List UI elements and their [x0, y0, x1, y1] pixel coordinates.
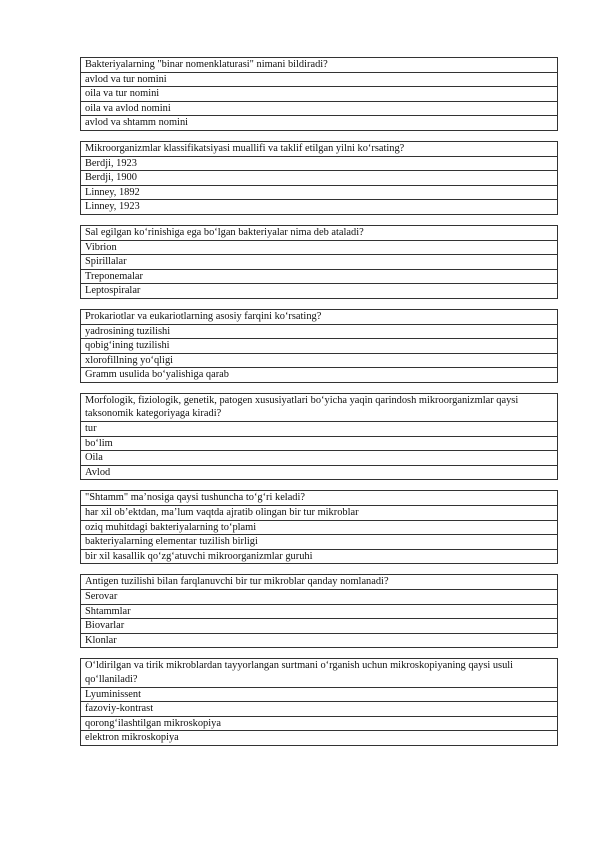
question-block: [80, 309, 558, 383]
question-block: [80, 225, 558, 299]
answer-row: [81, 436, 558, 451]
question-text: Morfologik, fiziologik, genetik, patogen xususiyatlari bo‘yicha yaqin qarindosh mikroorganizmlar qaysi taksonomik kategoriyaga kiradi?: [81, 393, 558, 421]
answer-option: Linney, 1923: [81, 200, 558, 215]
answer-option: bakteriyalarning elementar tuzilish birligi: [81, 535, 558, 550]
question-table: [80, 574, 558, 648]
answer-option: Serovar: [81, 590, 558, 605]
answer-row: [81, 255, 558, 270]
answer-option: Berdji, 1923: [81, 156, 558, 171]
answer-row: [81, 185, 558, 200]
question-table: [80, 490, 558, 564]
question-block: [80, 658, 558, 746]
question-table: [80, 393, 558, 481]
answer-option: Vibrion: [81, 240, 558, 255]
answer-row: [81, 87, 558, 102]
answer-row: [81, 422, 558, 437]
question-block: [80, 393, 558, 481]
question-text: Mikroorganizmlar klassifikatsiyasi muallifi va taklif etilgan yilni ko‘rsating?: [81, 141, 558, 156]
answer-row: [81, 101, 558, 116]
answer-option: Spirillalar: [81, 255, 558, 270]
answer-row: [81, 116, 558, 131]
question-table: [80, 141, 558, 215]
answer-row: [81, 520, 558, 535]
question-block: [80, 141, 558, 215]
question-block: [80, 57, 558, 131]
answer-row: [81, 339, 558, 354]
answer-option: avlod va tur nomini: [81, 72, 558, 87]
answer-row: [81, 590, 558, 605]
question-row: [81, 491, 558, 506]
question-text: Bakteriyalarning "binar nomenklaturasi" nimani bildiradi?: [81, 58, 558, 73]
question-row: [81, 575, 558, 590]
question-row: [81, 393, 558, 421]
answer-row: [81, 353, 558, 368]
answer-row: [81, 72, 558, 87]
answer-option: Gramm usulida bo‘yalishiga qarab: [81, 368, 558, 383]
question-text: Sal egilgan ko‘rinishiga ega bo‘lgan bakteriyalar nima deb ataladi?: [81, 225, 558, 240]
question-row: [81, 309, 558, 324]
answer-option: oila va avlod nomini: [81, 101, 558, 116]
answer-option: oila va tur nomini: [81, 87, 558, 102]
answer-row: [81, 633, 558, 648]
answer-row: [81, 156, 558, 171]
question-row: [81, 58, 558, 73]
answer-option: tur: [81, 422, 558, 437]
answer-row: [81, 535, 558, 550]
answer-row: [81, 702, 558, 717]
answer-row: [81, 506, 558, 521]
answer-option: Linney, 1892: [81, 185, 558, 200]
answer-option: yadrosining tuzilishi: [81, 324, 558, 339]
question-text: Prokariotlar va eukariotlarning asosiy farqini ko‘rsating?: [81, 309, 558, 324]
answer-option: fazoviy-kontrast: [81, 702, 558, 717]
answer-row: [81, 324, 558, 339]
answer-option: Leptospiralar: [81, 284, 558, 299]
answer-option: bir xil kasallik qo‘zg‘atuvchi mikroorganizmlar guruhi: [81, 549, 558, 564]
answer-option: har xil ob’ektdan, ma’lum vaqtda ajratib olingan bir tur mikroblar: [81, 506, 558, 521]
answer-row: [81, 269, 558, 284]
answer-option: bo‘lim: [81, 436, 558, 451]
answer-row: [81, 284, 558, 299]
answer-option: Treponemalar: [81, 269, 558, 284]
answer-row: [81, 465, 558, 480]
question-table: [80, 309, 558, 383]
answer-option: Shtammlar: [81, 604, 558, 619]
question-table: [80, 225, 558, 299]
answer-option: qorong‘ilashtilgan mikroskopiya: [81, 716, 558, 731]
question-row: [81, 225, 558, 240]
question-table: [80, 658, 558, 746]
answer-option: Biovarlar: [81, 619, 558, 634]
answer-row: [81, 171, 558, 186]
answer-row: [81, 368, 558, 383]
question-text: Antigen tuzilishi bilan farqlanuvchi bir tur mikroblar qanday nomlanadi?: [81, 575, 558, 590]
answer-option: xlorofillning yo‘qligi: [81, 353, 558, 368]
answer-row: [81, 619, 558, 634]
question-text: "Shtamm" ma’nosiga qaysi tushuncha to‘g‘ri keladi?: [81, 491, 558, 506]
answer-row: [81, 716, 558, 731]
question-table: [80, 57, 558, 131]
answer-row: [81, 200, 558, 215]
answer-option: Berdji, 1900: [81, 171, 558, 186]
quiz-container: [80, 57, 558, 756]
answer-option: Oila: [81, 451, 558, 466]
answer-option: qobig‘ining tuzilishi: [81, 339, 558, 354]
answer-option: Lyuminissent: [81, 687, 558, 702]
answer-option: elektron mikroskopiya: [81, 731, 558, 746]
answer-row: [81, 549, 558, 564]
question-row: [81, 141, 558, 156]
answer-option: Avlod: [81, 465, 558, 480]
answer-option: Klonlar: [81, 633, 558, 648]
answer-option: avlod va shtamm nomini: [81, 116, 558, 131]
answer-option: oziq muhitdagi bakteriyalarning to‘plami: [81, 520, 558, 535]
question-row: [81, 659, 558, 687]
answer-row: [81, 731, 558, 746]
answer-row: [81, 687, 558, 702]
answer-row: [81, 604, 558, 619]
answer-row: [81, 240, 558, 255]
question-block: [80, 574, 558, 648]
question-block: [80, 490, 558, 564]
answer-row: [81, 451, 558, 466]
question-text: O‘ldirilgan va tirik mikroblardan tayyorlangan surtmani o‘rganish uchun mikroskopiyaning qaysi usuli qo‘llaniladi?: [81, 659, 558, 687]
